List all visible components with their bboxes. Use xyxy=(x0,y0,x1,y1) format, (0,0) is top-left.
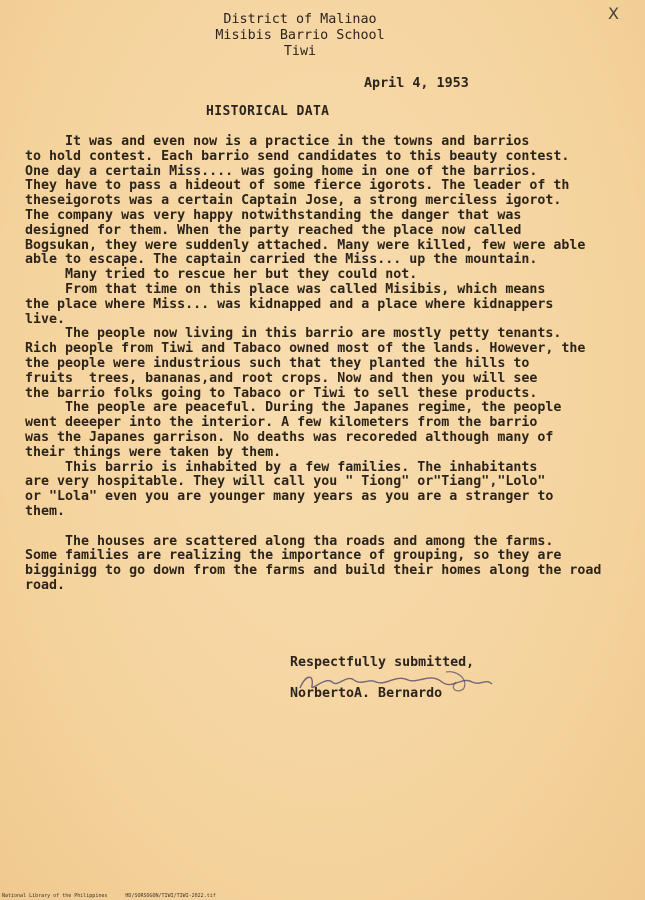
signatory-name: NorbertoA. Bernardo xyxy=(290,686,443,701)
document-body xyxy=(25,135,601,594)
document-date: April 4, 1953 xyxy=(364,76,469,91)
body-line: theseigorots was a certain Captain Jose, a strong merciless igorot. xyxy=(25,193,562,209)
library-name: National Library of the Philippines xyxy=(2,893,108,899)
archive-footer xyxy=(2,893,216,899)
body-line: the people were industrious such that they planted the hills to xyxy=(25,355,530,371)
body-line xyxy=(25,520,601,535)
school-line: Misibis Barrio School xyxy=(215,28,385,43)
body-line: able to escape. The captain carried the Miss... up the mountain. xyxy=(25,252,538,268)
closing-line: Respectfully submitted, xyxy=(290,655,475,670)
body-line: bigginigg to go down from the farms and build their homes along the road xyxy=(25,563,602,579)
body-line: Bogsukan, they were suddenly attached. Many were killed, few were able xyxy=(25,237,586,253)
body-line: fruits trees, bananas,and root crops. Now and then you will see xyxy=(25,370,538,386)
body-line: Some families are realizing the importance of grouping, so they are xyxy=(25,548,562,564)
body-line: Rich people from Tiwi and Tabaco owned most of the lands. However, the xyxy=(25,341,586,357)
body-line: them. xyxy=(25,503,66,519)
body-line: went deeeper into the interior. A few kilometers from the barrio xyxy=(25,415,538,431)
corner-mark: X xyxy=(608,4,619,23)
body-line: The company was very happy notwithstanding the danger that was xyxy=(25,207,522,223)
document-header xyxy=(0,12,600,60)
body-line: was the Japanes garrison. No deaths was recoreded although many of xyxy=(25,429,554,445)
body-line: to hold contest. Each barrio send candidates to this beauty contest. xyxy=(25,148,570,164)
body-line: They have to pass a hideout of some fierce igorots. The leader of th xyxy=(25,178,570,194)
file-name: HD/SORSOGON/TIWI/TIWI-2022.tif xyxy=(125,893,216,899)
body-line: designed for them. When the party reached the place now called xyxy=(25,222,522,238)
body-line: the place where Miss... was kidnapped and a place where kidnappers xyxy=(25,296,554,312)
district-line: District of Malinao xyxy=(223,12,377,27)
body-line: It was and even now is a practice in the towns and barrios xyxy=(25,134,530,149)
body-line: The people now living in this barrio are mostly petty tenants. xyxy=(25,326,562,342)
body-line: or "Lola" even you are younger many years as you are a stranger to xyxy=(25,489,554,505)
town-line: Tiwi xyxy=(283,44,317,59)
body-line: live. xyxy=(25,311,66,327)
body-line: their things were taken by them. xyxy=(25,444,282,460)
body-line: The people are peaceful. During the Japanes regime, the people xyxy=(25,400,562,416)
body-line: From that time on this place was called Misibis, which means xyxy=(25,281,546,297)
document-title: HISTORICAL DATA xyxy=(206,104,330,119)
body-line: Many tried to rescue her but they could not. xyxy=(25,267,418,283)
body-line: are very hospitable. They will call you " Tiong" or"Tiang","Lolo" xyxy=(25,474,546,490)
body-line: This barrio is inhabited by a few families. The inhabitants xyxy=(25,459,538,475)
body-line: the barrio folks going to Tabaco or Tiwi to sell these products. xyxy=(25,385,538,401)
body-line: One day a certain Miss.... was going home in one of the barrios. xyxy=(25,163,538,179)
body-line: road. xyxy=(25,577,66,593)
body-line: The houses are scattered along tha roads and among the farms. xyxy=(25,533,554,549)
